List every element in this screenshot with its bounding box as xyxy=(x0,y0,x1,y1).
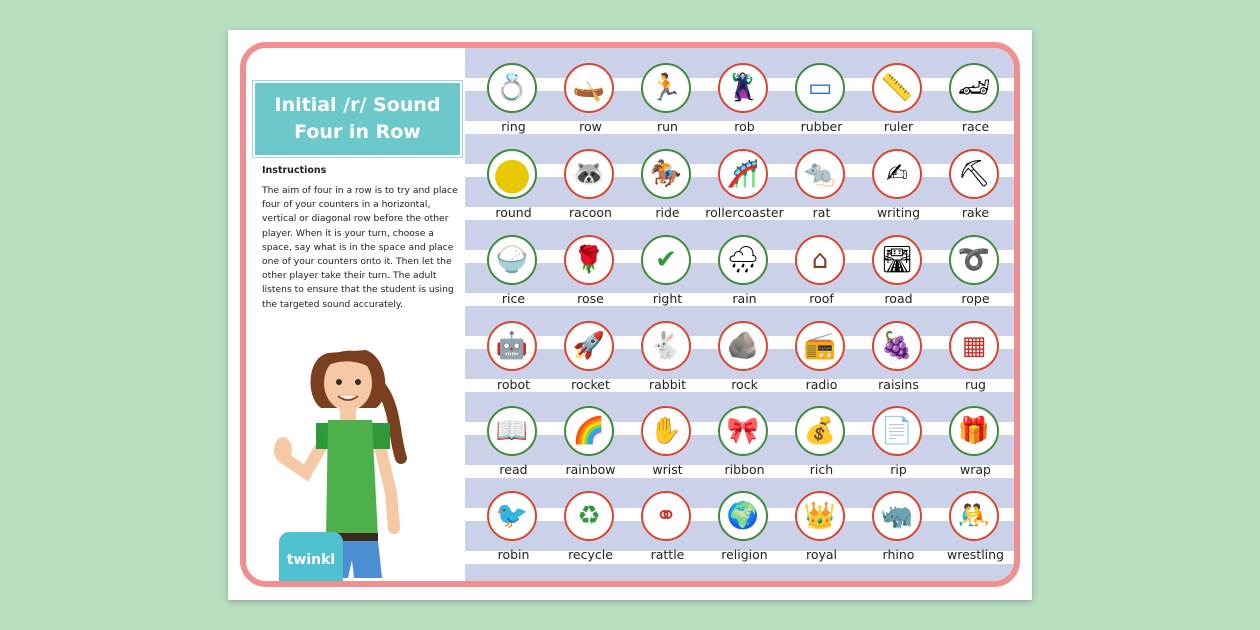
raisins-icon: 🍇 xyxy=(872,321,922,371)
board-cell-raisins[interactable] xyxy=(860,318,937,404)
board-cell-rice[interactable] xyxy=(475,232,552,318)
board-cell-roof[interactable] xyxy=(783,232,860,318)
board-cell-rich[interactable] xyxy=(783,403,860,489)
cell-label: rich xyxy=(809,462,834,477)
board-cell-rip[interactable] xyxy=(860,403,937,489)
cell-label: read xyxy=(499,462,528,477)
board-cell-rocket[interactable] xyxy=(552,318,629,404)
rain-cloud-icon: 🌧 xyxy=(718,235,768,285)
cell-label: run xyxy=(657,119,678,134)
rollercoaster-icon: 🎢 xyxy=(718,149,768,199)
eraser-icon: ▭ xyxy=(795,63,845,113)
rattle-icon: ⚭ xyxy=(641,491,691,541)
instructions-text: The aim of four in a row is to try and place four of your counters in a horizontal, vertical or diagonal row before the other player. When it is your turn, choose a space, say what is in the space and place one of your counters onto it. Then let the other player take their turn. The adult listens to ensure that the student is using the targeted sound accurately. xyxy=(262,185,458,310)
board-cell-rose[interactable] xyxy=(552,232,629,318)
cell-label: robot xyxy=(497,377,530,392)
cell-label: recycle xyxy=(568,547,613,562)
board-cell-robot[interactable] xyxy=(475,318,552,404)
board-cell-recycle[interactable] xyxy=(552,488,629,574)
cell-label: writing xyxy=(876,205,921,220)
cell-label: rob xyxy=(734,119,755,134)
cell-label: rip xyxy=(890,462,907,477)
board-cell-ribbon[interactable] xyxy=(706,403,783,489)
cell-label: race xyxy=(961,119,990,134)
cell-label: rope xyxy=(961,291,990,306)
cell-label: round xyxy=(495,205,532,220)
board-cell-right[interactable] xyxy=(629,232,706,318)
cell-label: rocket xyxy=(571,377,610,392)
title-line-2: Four in Row xyxy=(294,121,421,143)
cell-label: radio xyxy=(805,377,838,392)
board-cell-rock[interactable] xyxy=(706,318,783,404)
board-cell-ruler[interactable] xyxy=(860,60,937,146)
board-cell-rob[interactable] xyxy=(706,60,783,146)
board-cell-race[interactable] xyxy=(937,60,1014,146)
recycle-icon: ♻ xyxy=(564,491,614,541)
ring-icon: 💍 xyxy=(487,63,537,113)
cell-label: right xyxy=(652,291,683,306)
board-cell-rainbow[interactable] xyxy=(552,403,629,489)
reading-child-icon: 📖 xyxy=(487,406,537,456)
wrestlers-icon: 🤼 xyxy=(949,491,999,541)
rice-bowl-icon: 🍚 xyxy=(487,235,537,285)
cell-label: wrestling xyxy=(947,547,1004,562)
board-cell-wrap[interactable] xyxy=(937,403,1014,489)
board-cell-radio[interactable] xyxy=(783,318,860,404)
cell-label: rain xyxy=(732,291,757,306)
wrapping-present-icon: 🎁 xyxy=(949,406,999,456)
cell-label: rug xyxy=(965,377,986,392)
board-cell-robin[interactable] xyxy=(475,488,552,574)
board-cell-rug[interactable] xyxy=(937,318,1014,404)
cell-label: rice xyxy=(501,291,526,306)
religion-globe-icon: 🌍 xyxy=(718,491,768,541)
roof-icon: ⌂ xyxy=(795,235,845,285)
cell-label: row xyxy=(579,119,602,134)
racoon-icon: 🦝 xyxy=(564,149,614,199)
board-cell-wrist[interactable] xyxy=(629,403,706,489)
running-children-icon: 🏃 xyxy=(641,63,691,113)
robber-icon: 🦹 xyxy=(718,63,768,113)
cell-label: rat xyxy=(812,205,831,220)
cell-label: ruler xyxy=(883,119,914,134)
crown-icon: 👑 xyxy=(795,491,845,541)
board-cell-writing[interactable] xyxy=(860,146,937,232)
cell-label: religion xyxy=(721,547,768,562)
twinkl-logo: twinkl xyxy=(279,532,343,587)
cell-label: road xyxy=(884,291,913,306)
board-cell-rhino[interactable] xyxy=(860,488,937,574)
rat-icon: 🐀 xyxy=(795,149,845,199)
board-cell-read[interactable] xyxy=(475,403,552,489)
horse-rider-icon: 🏇 xyxy=(641,149,691,199)
cell-label: rock xyxy=(731,377,758,392)
ribbon-icon: 🎀 xyxy=(718,406,768,456)
board-cell-rattle[interactable] xyxy=(629,488,706,574)
robin-icon: 🐦 xyxy=(487,491,537,541)
cell-label: rake xyxy=(961,205,990,220)
cell-label: rainbow xyxy=(565,462,616,477)
cell-label: wrap xyxy=(960,462,991,477)
worksheet-frame xyxy=(240,42,1020,587)
instructions-heading: Instructions xyxy=(262,165,327,176)
yellow-circle-icon: ● xyxy=(487,149,537,199)
board-cell-rat[interactable] xyxy=(783,146,860,232)
cell-label: ring xyxy=(501,119,526,134)
road-icon: 🛣 xyxy=(872,235,922,285)
ruler-icon: 📏 xyxy=(872,63,922,113)
board-cell-rollercoaster[interactable] xyxy=(706,146,783,232)
rose-icon: 🌹 xyxy=(564,235,614,285)
cell-label: racoon xyxy=(569,205,612,220)
cell-label: rose xyxy=(577,291,604,306)
treasure-chest-icon: 💰 xyxy=(795,406,845,456)
cell-label: ribbon xyxy=(724,462,765,477)
rocket-icon: 🚀 xyxy=(564,321,614,371)
board-cell-rubber[interactable] xyxy=(783,60,860,146)
board-cell-ring[interactable] xyxy=(475,60,552,146)
rake-icon: ⛏ xyxy=(949,149,999,199)
worksheet xyxy=(228,30,1032,600)
game-board xyxy=(465,48,1014,581)
ripped-paper-icon: 📄 xyxy=(872,406,922,456)
cell-label: robin xyxy=(497,547,530,562)
board-cell-rope[interactable] xyxy=(937,232,1014,318)
rhino-icon: 🦏 xyxy=(872,491,922,541)
board-cell-royal[interactable] xyxy=(783,488,860,574)
rope-icon: ➰ xyxy=(949,235,999,285)
race-cars-icon: 🏎 xyxy=(949,63,999,113)
rock-icon: 🪨 xyxy=(718,321,768,371)
title-box xyxy=(253,81,462,157)
board-cell-wrestling[interactable] xyxy=(937,488,1014,574)
title-line-1: Initial /r/ Sound xyxy=(274,94,441,116)
wrist-icon: ✋ xyxy=(641,406,691,456)
cell-label: rabbit xyxy=(648,377,687,392)
rabbit-icon: 🐇 xyxy=(641,321,691,371)
board-cell-row[interactable] xyxy=(552,60,629,146)
writing-child-icon: ✍ xyxy=(872,149,922,199)
cell-label: roof xyxy=(809,291,834,306)
board-cell-rain[interactable] xyxy=(706,232,783,318)
cell-label: rattle xyxy=(650,547,685,562)
board-cell-run[interactable] xyxy=(629,60,706,146)
rainbow-icon: 🌈 xyxy=(564,406,614,456)
radio-icon: 📻 xyxy=(795,321,845,371)
rowing-boat-icon: 🛶 xyxy=(564,63,614,113)
board-cell-ride[interactable] xyxy=(629,146,706,232)
cell-label: wrist xyxy=(652,462,683,477)
robot-icon: 🤖 xyxy=(487,321,537,371)
cell-label: royal xyxy=(805,547,838,562)
rug-icon: ▦ xyxy=(949,321,999,371)
board-cell-rabbit[interactable] xyxy=(629,318,706,404)
left-panel xyxy=(246,48,465,581)
board-cell-racoon[interactable] xyxy=(552,146,629,232)
cell-label: raisins xyxy=(878,377,919,392)
board-cell-religion[interactable] xyxy=(706,488,783,574)
cell-label: rollercoaster xyxy=(705,205,784,220)
cell-label: rubber xyxy=(800,119,843,134)
cell-label: rhino xyxy=(882,547,915,562)
cell-label: ride xyxy=(655,205,680,220)
board-cell-road[interactable] xyxy=(860,232,937,318)
board-cell-round[interactable] xyxy=(475,146,552,232)
tick-icon: ✔ xyxy=(641,235,691,285)
board-cell-rake[interactable] xyxy=(937,146,1014,232)
